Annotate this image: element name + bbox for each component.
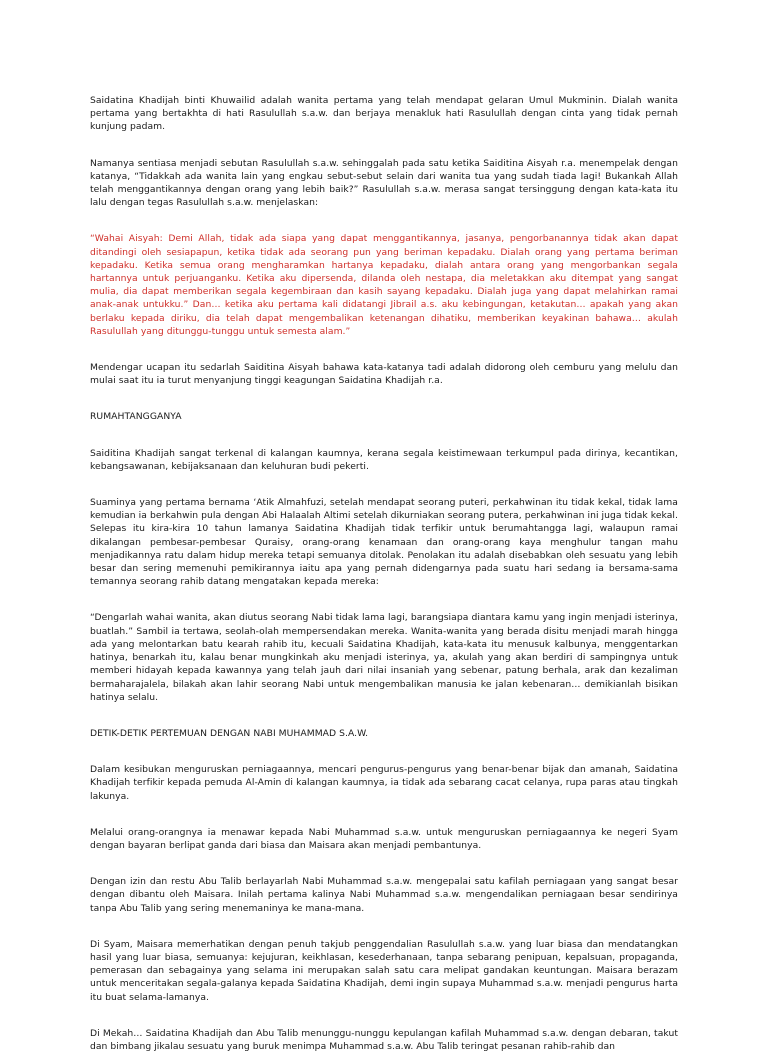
- section-heading-rumahtangga: RUMAHTANGGANYA: [90, 411, 182, 423]
- paragraph-rasulullah-quote: “Wahai Aisyah: Demi Allah, tidak ada siapa yang dapat menggantikannya, jasanya, pengorbanannya tidak akan dapat ditandingi oleh sesiapapun, ketika tidak ada seorang pun yang beriman kepadaku. Dialah orang yang pertama beriman kepadaku. Ketika semua orang mengharamkan hartanya kepadaku, dialah antara orang yang mengorbankan segala hartannya untuk perjuanganku. Ketika aku dipersenda, dilanda oleh nestapa, dia meletakkan aku ditempat yang sangat mulia, dia dapat memberikan segala kegembiraan dan kasih sayang kepadaku. Dialah juga yang dapat melahirkan ramai anak-anak untukku.” Dan… ketika aku pertama kali didatangi Jibrail a.s. aku kebingungan, ketakutan… apakah yang akan berlaku kepada diriku, dia telah dapat mengembalikan ketenangan dihatiku, memberikan keyakinan bahawa… akulah Rasulullah yang ditunggu-tunggu untuk semesta alam.”: [90, 233, 678, 337]
- paragraph-intro: Saidatina Khadijah binti Khuwailid adalah wanita pertama yang telah mendapat gelaran Umul Mukminin. Dialah wanita pertama yang bertakhta di hati Rasulullah s.a.w. dan berjaya menakluk hati Rasulullah dengan cinta yang tidak pernah kunjung padam.: [90, 95, 678, 133]
- paragraph-kafilah: Dengan izin dan restu Abu Talib berlayarlah Nabi Muhammad s.a.w. mengepalai satu kafilah perniagaan yang sangat besar dengan dibantu oleh Maisara. Inilah pertama kalinya Nabi Muhammad s.a.w. mengendalikan perniagaan besar sendirinya tanpa Abu Talib yang sering menemaninya ke mana-mana.: [90, 876, 678, 914]
- paragraph-al-amin: Dalam kesibukan menguruskan perniagaannya, mencari pengurus-pengurus yang benar-benar bijak dan amanah, Saidatina Khadijah terfikir kepada pemuda Al-Amin di kalangan kaumnya, ia tidak ada sebarang cacat celanya, rupa paras atau tingkah lakunya.: [90, 764, 678, 802]
- paragraph-khadijah-renown: Saiditina Khadijah sangat terkenal di kalangan kaumnya, kerana segala keistimewaan terkumpul pada dirinya, kecantikan, kebangsawanan, kebijaksanaan dan keluhuran budi pekerti.: [90, 447, 678, 472]
- paragraph-rahib-prophecy: “Dengarlah wahai wanita, akan diutus seorang Nabi tidak lama lagi, barangsiapa diantara kamu yang ingin menjadi isterinya, buatlah.” Sambil ia tertawa, seolah-olah mempersendakan mereka. Wanita-wanita yang berada disitu menjadi marah hingga ada yang melontarkan batu kearah rahib itu, kecuali Saidatina Khadijah, kata-kata itu menusuk kalbunya, menggentarkan hatinya, benarkah itu, kalau benar mungkinkah aku menjadi isterinya, ya, akulah yang akan berdiri di sampingnya untuk memberi hidayah kepada kawannya yang telah jauh dari nilai insaniah yang sebenar, patung berhala, arak dan kezaliman bermaharajalela, bilakah akan lahir seorang Nabi untuk mengembalikan manusia ke jalan kebenaran… demikianlah bisikan hatinya selalu.: [90, 612, 678, 703]
- paragraph-aisyah-remark: Namanya sentiasa menjadi sebutan Rasulullah s.a.w. sehinggalah pada satu ketika Saiditina Aisyah r.a. menempelak dengan katanya, “Tidakkah ada wanita lain yang engkau sebut-sebut selain dari wanita tua yang sudah tiada lagi! Bukankah Allah telah menggantikannya dengan orang yang lebih baik?” Rasulullah s.a.w. merasa sangat tersinggung dengan kata-kata itu lalu dengan tegas Rasulullah s.a.w. menjelaskan:: [90, 157, 678, 209]
- paragraph-aisyah-realization: Mendengar ucapan itu sedarlah Saiditina Aisyah bahawa kata-katanya tadi adalah didorong oleh cemburu yang melulu dan mulai saat itu ia turut menyanjung tinggi keagungan Saidatina Khadijah r.a.: [90, 362, 678, 387]
- section-heading-pertemuan: DETIK-DETIK PERTEMUAN DENGAN NABI MUHAMMAD S.A.W.: [90, 727, 369, 739]
- paragraph-offer-syam: Melalui orang-orangnya ia menawar kepada Nabi Muhammad s.a.w. untuk menguruskan perniagaannya ke negeri Syam dengan bayaran berlipat ganda dari biasa dan Maisara akan menjadi pembantunya.: [90, 826, 678, 851]
- paragraph-mekah-waiting: Di Mekah… Saidatina Khadijah dan Abu Talib menunggu-nunggu kepulangan kafilah Muhammad s.a.w. dengan debaran, takut dan bimbang jikalau sesuatu yang buruk menimpa Muhammad s.a.w. Abu Talib teringat pesanan rahib-rahib dan: [90, 1027, 678, 1052]
- paragraph-maisara-observes: Di Syam, Maisara memerhatikan dengan penuh takjub penggendalian Rasulullah s.a.w. yang luar biasa dan mendatangkan hasil yang luar biasa, semuanya: kejujuran, keikhlasan, kesederhanaan, tanpa sebarang penipuan, kepalsuan, propaganda, pemerasan dan sebagainya yang selama ini merupakan salah satu cara melipat gandakan keuntungan. Maisara berazam untuk menceritakan segala-galanya kepada Saidatina Khadijah, demi ingin supaya Muhammad s.a.w. menjadi pengurus harta itu buat selama-lamanya.: [90, 938, 678, 1003]
- document-page: [90, 94, 678, 1053]
- paragraph-marriages: Suaminya yang pertama bernama ‘Atik Almahfuzi, setelah mendapat seorang puteri, perkahwinan itu tidak kekal, tidak lama kemudian ia berkahwin pula dengan Abi Halaalah Altimi setelah dikurniakan seorang putera, perkahwinan ini juga tidak kekal. Selepas itu kira-kira 10 tahun lamanya Saidatina Khadijah tidak terfikir untuk berumahtangga lagi, walaupun ramai dikalangan pembesar-pembesar Quraisy, orang-orang kenamaan dan orang-orang kaya menghulur tangan mahu menjadikannya ratu dalam hidup mereka tetapi semuanya ditolak. Penolakan itu adalah disebabkan oleh sesuatu yang lebih besar dan sering memenuhi pemikirannya iaitu apa yang pernah didengarnya pada suatu hari sedang ia bersama-sama temannya seorang rahib datang mengatakan kepada mereka:: [90, 497, 678, 588]
